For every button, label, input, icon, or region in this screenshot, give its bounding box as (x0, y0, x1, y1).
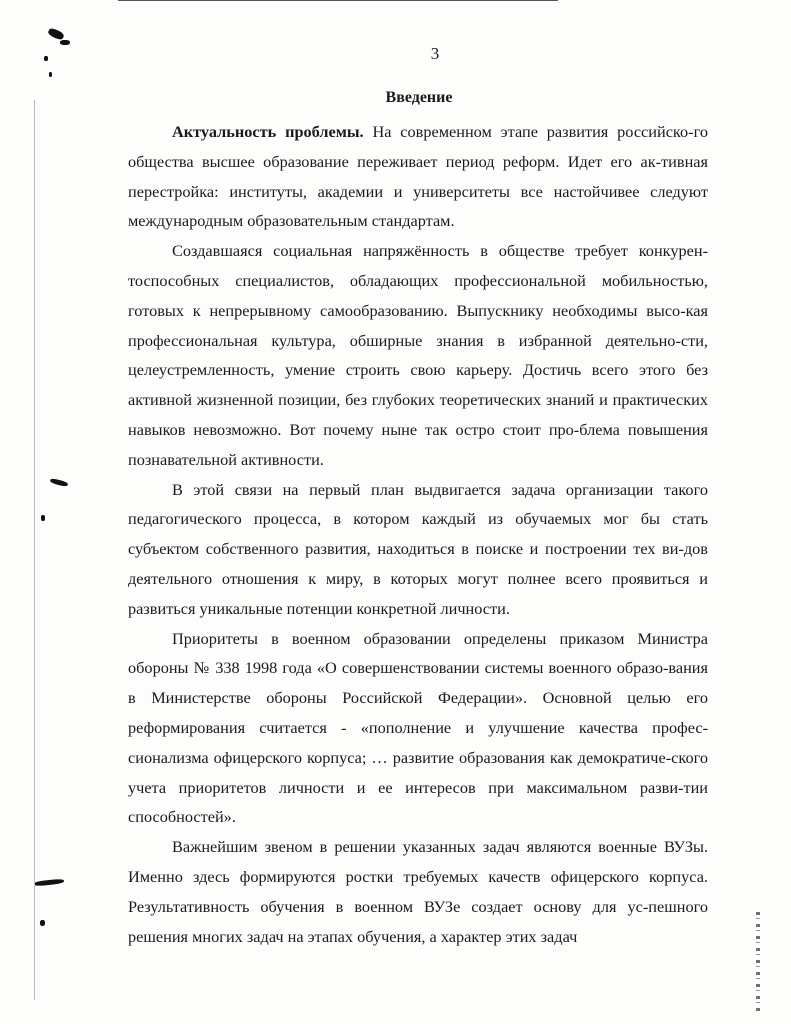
paragraph-text: На современном этапе развития российско-го общества высшее образование переживает период реформ. Идет его ак-тивная перестройка: институты, академии и университеты все настойчивее следуют международным образовательным стандартам. (128, 122, 708, 231)
scan-speck (41, 515, 45, 521)
paragraph-text: Создавшаяся социальная напряжённость в обществе требует конкурен-тоспособных специалистов, обладающих профессиональной мобильностью, готовых к непрерывному самообразованию. Выпускнику необходимы высо-кая профессиональная культура, обширные знания в избранной деятельно-сти, целеустремленность, умение строить свою карьеру. Достичь всего этого без активной жизненной позиции, без глубоких теоретических знаний и практических навыков невозможно. Вот почему ныне так остро стоит про-блема повышения познавательной активности. (128, 241, 708, 469)
paragraph-text: Важнейшим звеном в решении указанных задач являются военные ВУЗы. Именно здесь формируются ростки требуемых качеств офицерского корпуса. Результативность обучения в военном ВУЗе создает основу для ус-пешного решения многих задач на этапах обучения, а характер этих задач (128, 837, 708, 946)
left-scan-edge (34, 100, 35, 1000)
right-scan-artifact (756, 912, 760, 1012)
paragraph-pedagogical-process (128, 475, 708, 624)
scan-speck (47, 27, 65, 41)
body-text (128, 117, 708, 951)
page-number: 3 (430, 44, 440, 63)
paragraph-text: Приоритеты в военном образовании определены приказом Министра обороны № 338 1998 года «О совершенствовании системы военного образо-вания в Министерстве обороны Российской Федерации». Основной целью его реформирования считается - «пополнение и улучшение качества профес-сионализма офицерского корпуса; … развитие образования как демократиче-ского учета приоритетов личности и ее интересов при максимальном разви-тии способностей». (128, 628, 708, 827)
scan-speck (50, 478, 69, 487)
paragraph-military-priorities (128, 624, 708, 833)
scan-speck (34, 878, 64, 886)
top-border-line (118, 0, 558, 1)
scan-speck (49, 72, 52, 77)
section-heading: Введение (385, 89, 453, 106)
paragraph-relevance (128, 117, 708, 236)
paragraph-military-universities (128, 832, 708, 951)
paragraph-lead: Актуальность проблемы. (172, 122, 364, 141)
paragraph-text: В этой связи на первый план выдвигается задача организации такого педагогического процесса, в котором каждый из обучаемых мог бы стать субъектом собственного развития, находиться в поиске и построении тех ви-дов деятельного отношения к миру, в которых могут полнее всего проявиться и развиться уникальные потенции конкретной личности. (128, 479, 708, 618)
paragraph-social-tension (128, 236, 708, 474)
scan-speck (40, 920, 45, 926)
